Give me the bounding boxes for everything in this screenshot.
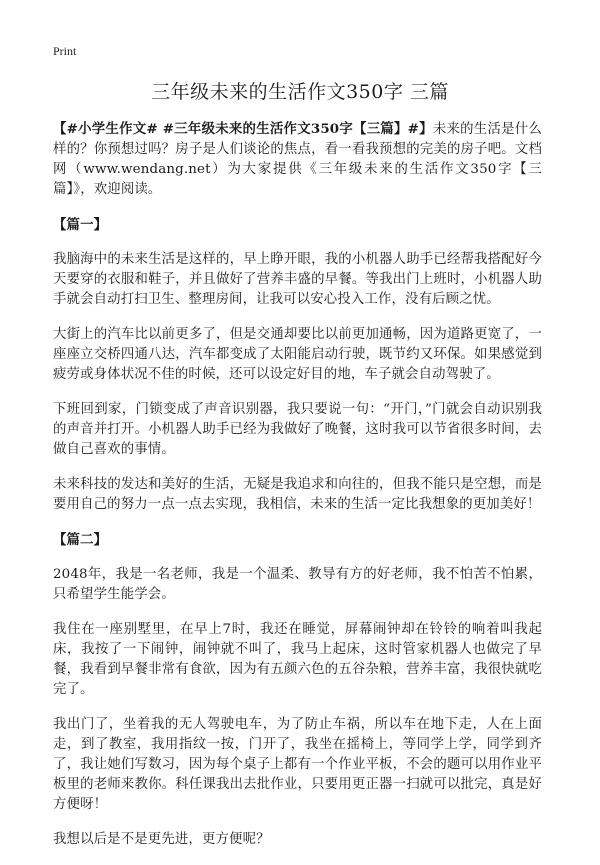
section-heading-2: 【篇二】	[53, 532, 108, 548]
intro-text-b: ）为大家提供《三年级未来的生活作文350字【三篇】》，欢迎阅读。	[53, 162, 542, 197]
article-body	[53, 119, 542, 865]
paragraph: 我出门了，坐着我的无人驾驶电车，为了防止车祸，所以车在地下走，人在上面走，到了教室，我用指纹一按，门开了，我坐在摇椅上，等同学上学，同学到齐了，我让她们写数习，因为每个桌子上都有一个作业平板，不会的题可以用作业平板里的老师来教你。科任课我出去批作业，只要用更正器一扫就可以批完，真是好方便呀！	[53, 717, 542, 812]
site-link[interactable]: www.wendang.net	[83, 162, 211, 177]
paragraph: 2048年，我是一名老师，我是一个温柔、教导有方的好老师，我不怕苦不怕累，只希望学生能学会。	[53, 567, 542, 602]
paragraph: 我想以后是不是更先进，更方便呢？	[53, 832, 270, 847]
paragraph: 我脑海中的未来生活是这样的，早上睁开眼，我的小机器人助手已经帮我搭配好今天要穿的衣服和鞋子，并且做好了营养丰盛的早餐。等我出门上班时，小机器人助手就会自动打扫卫生、整理房间，让我可以安心投入工作，没有后顾之忧。	[53, 252, 542, 307]
intro-paragraph	[53, 119, 542, 200]
paragraph: 下班回到家，门锁变成了声音识别器，我只要说一句：“开门，”门就会自动识别我的声音并打开。小机器人助手已经为我做好了晚餐，这时我可以节省很多时间，去做自己喜欢的事情。	[53, 402, 542, 457]
intro-text-a: 未来的生活是什么样的？你预想过吗？房子是人们谈论的焦点，看一看我预想的完美的房子吧。文档网（	[53, 122, 542, 177]
paragraph: 大街上的汽车比以前更多了，但是交通却要比以前更加通畅，因为道路更宽了，一座座立交桥四通八达，汽车都变成了太阳能启动行驶，既节约又环保。如果感觉到疲劳或身体状况不佳的时候，还可以设定好目的地，车子就会自动驾驶了。	[53, 327, 542, 382]
intro-tags: 【#小学生作文# #三年级未来的生活作文350字【三篇】#】	[53, 121, 433, 137]
print-link[interactable]: Print	[53, 44, 77, 58]
section-heading-1: 【篇一】	[53, 217, 108, 233]
page-title: 三年级未来的生活作文350字 三篇	[151, 81, 449, 103]
paragraph: 未来科技的发达和美好的生活，无疑是我追求和向往的，但我不能只是空想，而是要用自己的努力一点一点去实现，我相信，未来的生活一定比我想象的更加美好！	[53, 477, 542, 512]
paragraph: 我住在一座别墅里，在早上7时，我还在睡觉，屏幕闹钟却在铃铃的响着叫我起床，我按了一下闹钟，闹钟就不叫了，我马上起床，这时管家机器人也做完了早餐，我看到早餐非常有食欲，因为有五颜六色的五谷杂粮，营养丰富，我很快就吃完了。	[53, 622, 542, 697]
